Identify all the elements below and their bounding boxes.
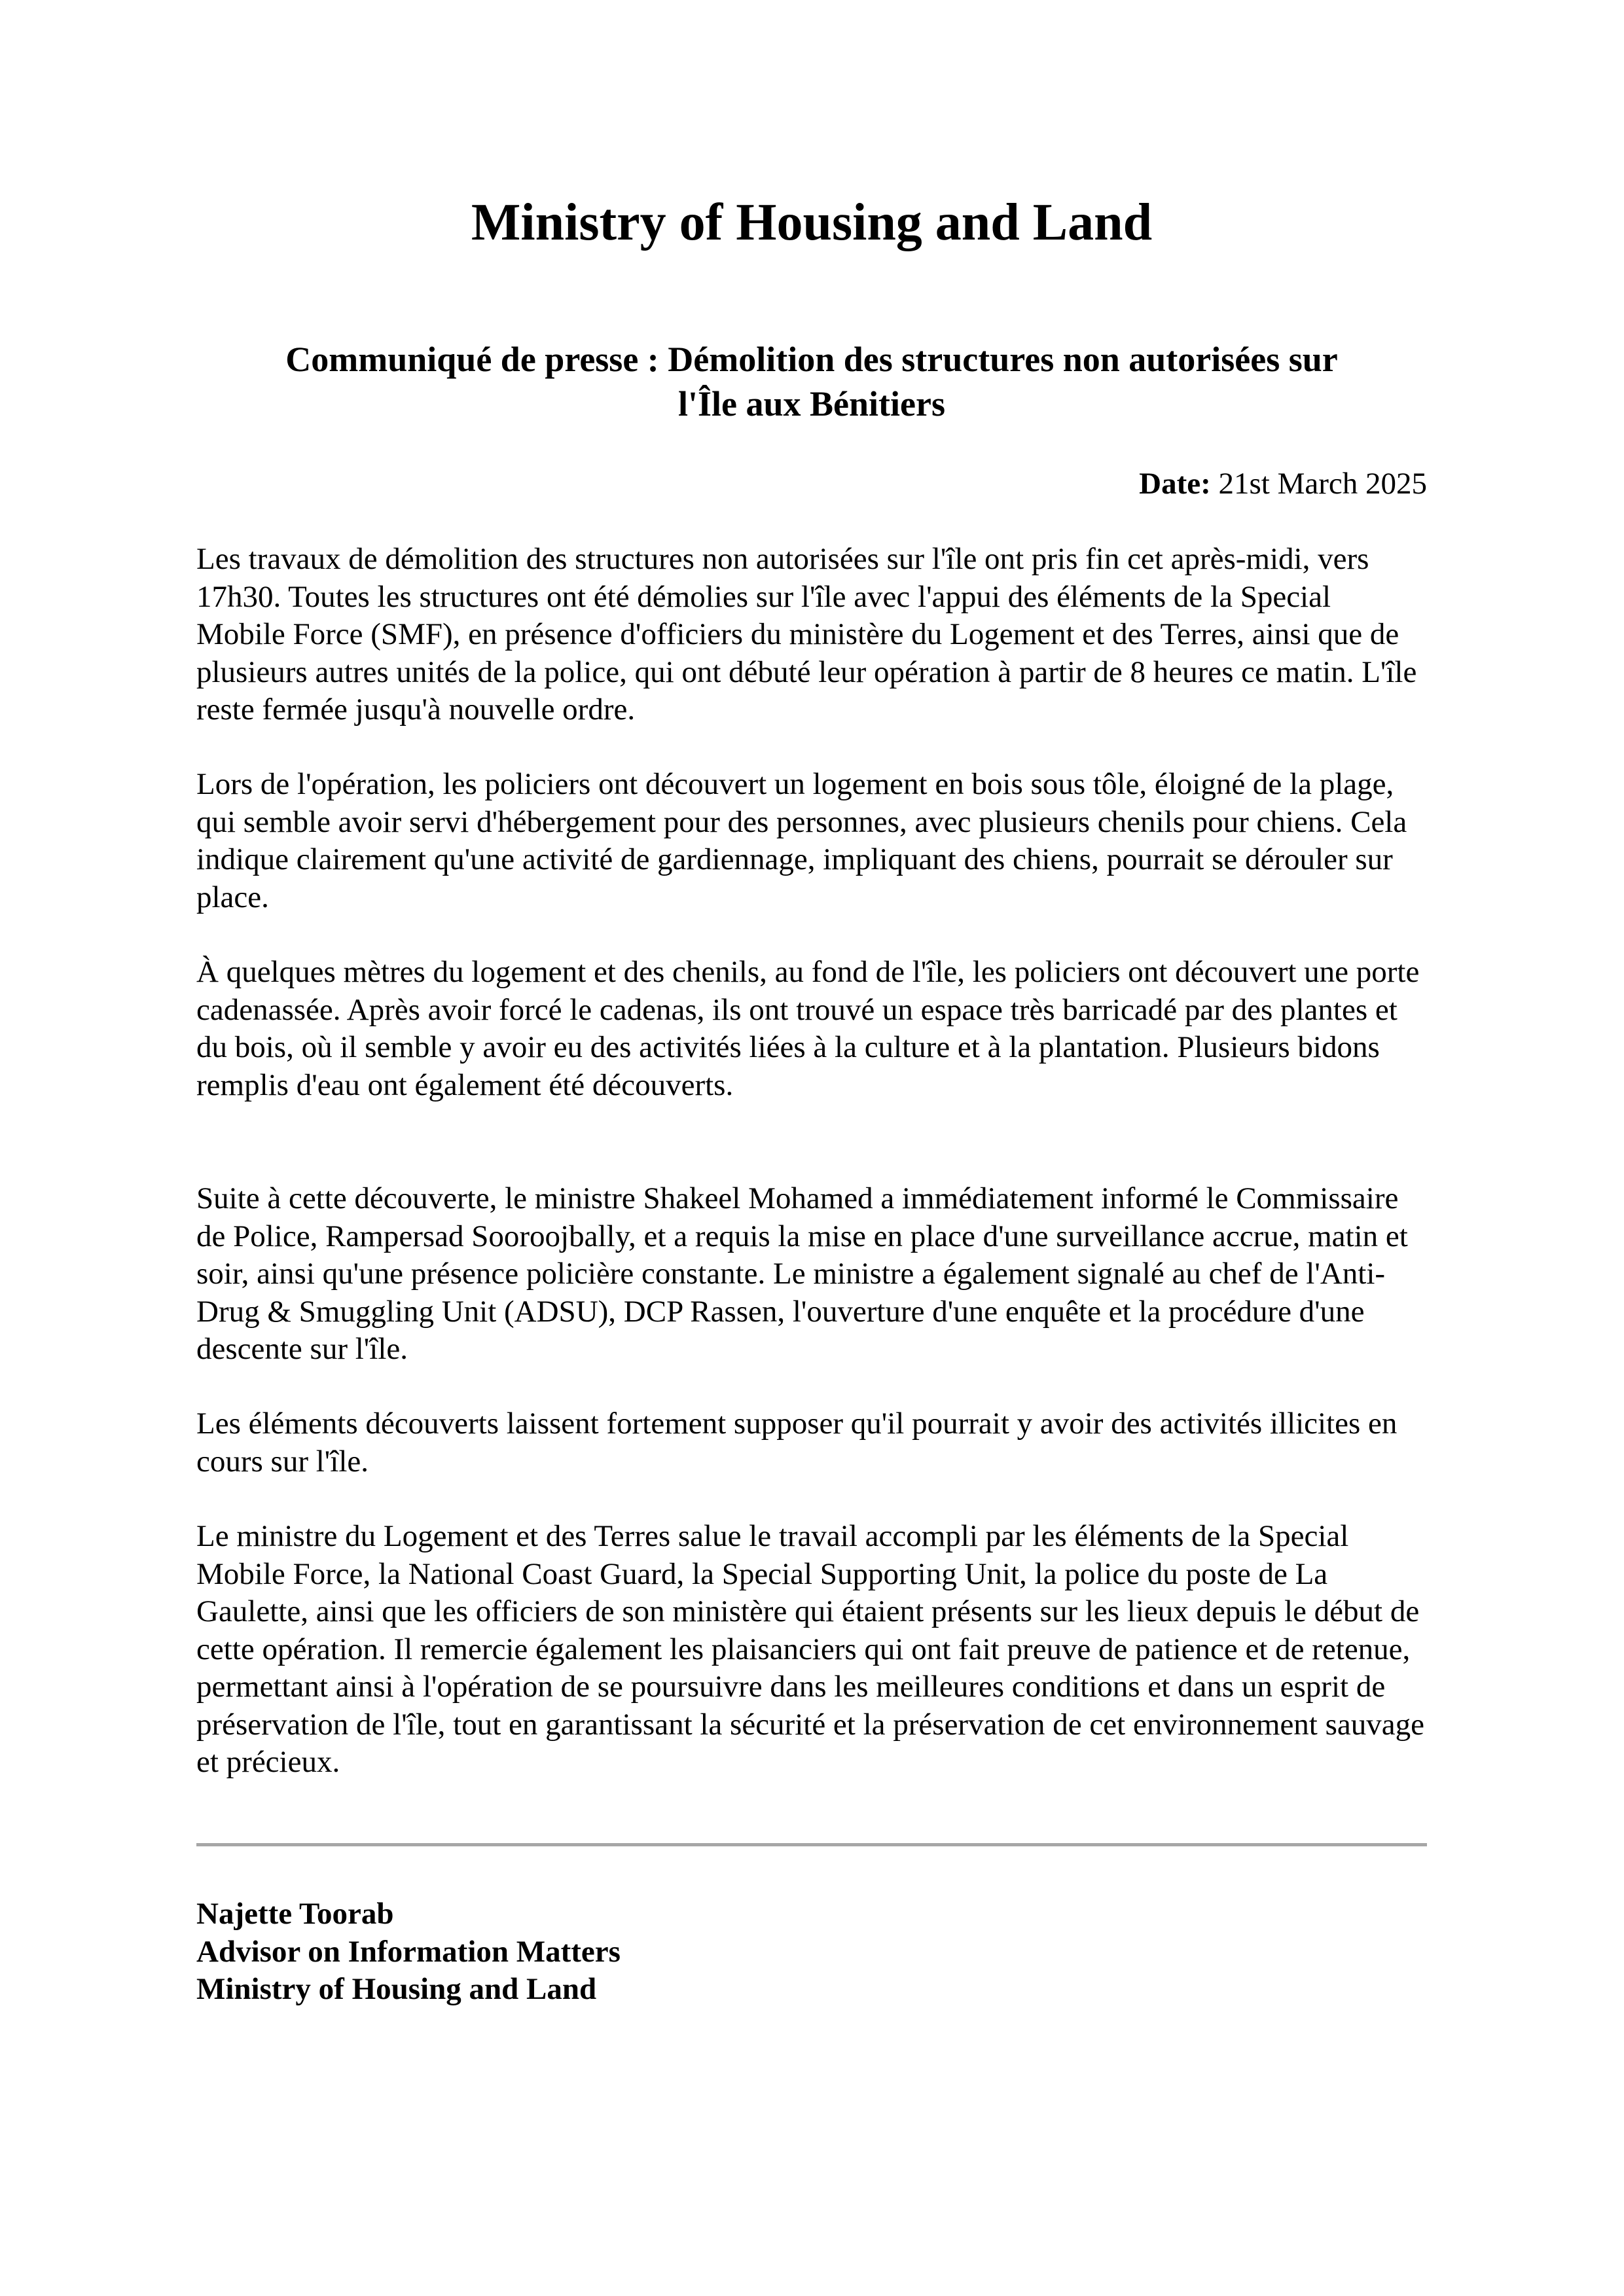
signatory-name: Najette Toorab: [196, 1897, 394, 1931]
body-paragraph-4: Suite à cette découverte, le ministre Shakeel Mohamed a immédiatement informé le Commissaire de Police, Rampersad Sooroojbally, et a requis la mise en place d'une surveillance accrue, matin et soir, ainsi qu'une présence policière constante. Le ministre a également signalé au chef de l'Anti-Drug & Smuggling Unit (ADSU), DCP Rassen, l'ouverture d'une enquête et la procédure d'une descente sur l'île.: [196, 1181, 1408, 1366]
signature-divider: [196, 1843, 1427, 1846]
subtitle-line-1: Communiqué de presse : Démolition des structures non autorisées sur: [285, 340, 1338, 379]
ministry-title: Ministry of Housing and Land: [471, 194, 1153, 251]
press-release-subtitle: [196, 337, 1427, 426]
body-paragraph-3: À quelques mètres du logement et des chenils, au fond de l'île, les policiers ont découvert une porte cadenassée. Après avoir forcé le cadenas, ils ont trouvé un espace très barricadé par des plantes et du bois, où il semble y avoir eu des activités liées à la culture et à la plantation. Plusieurs bidons remplis d'eau ont également été découverts.: [196, 955, 1420, 1102]
subtitle-line-2: l'Île aux Bénitiers: [678, 384, 945, 423]
release-date: [196, 465, 1427, 503]
date-label: Date:: [1139, 467, 1211, 501]
signature-block: [196, 1895, 1427, 2009]
body-paragraph-2: Lors de l'opération, les policiers ont découvert un logement en bois sous tôle, éloigné de la plage, qui semble avoir servi d'hébergement pour des personnes, avec plusieurs chenils pour chiens. Cela indique clairement qu'une activité de gardiennage, impliquant des chiens, pourrait se dérouler sur place.: [196, 767, 1407, 914]
signatory-organization: Ministry of Housing and Land: [196, 1972, 597, 2006]
date-value: 21st March 2025: [1210, 467, 1427, 501]
signatory-position: Advisor on Information Matters: [196, 1934, 621, 1969]
body-paragraph-1: Les travaux de démolition des structures non autorisées sur l'île ont pris fin cet après-midi, vers 17h30. Toutes les structures ont été démolies sur l'île avec l'appui des éléments de la Special Mobile Force (SMF), en présence d'officiers du ministère du Logement et des Terres, ainsi que de plusieurs autres unités de la police, qui ont débuté leur opération à partir de 8 heures ce matin. L'île reste fermée jusqu'à nouvelle ordre.: [196, 542, 1417, 726]
body-paragraph-5: Les éléments découverts laissent fortement supposer qu'il pourrait y avoir des activités illicites en cours sur l'île.: [196, 1407, 1398, 1479]
body-paragraph-6: Le ministre du Logement et des Terres salue le travail accompli par les éléments de la Special Mobile Force, la National Coast Guard, la Special Supporting Unit, la police du poste de La Gaulette, ainsi que les officiers de son ministère qui étaient présents sur les lieux depuis le début de cette opération. Il remercie également les plaisanciers qui ont fait preuve de patience et de retenue, permettant ainsi à l'opération de se poursuivre dans les meilleures conditions et dans un esprit de préservation de l'île, tout en garantissant la sécurité et la préservation de cet environnement sauvage et précieux.: [196, 1519, 1424, 1779]
